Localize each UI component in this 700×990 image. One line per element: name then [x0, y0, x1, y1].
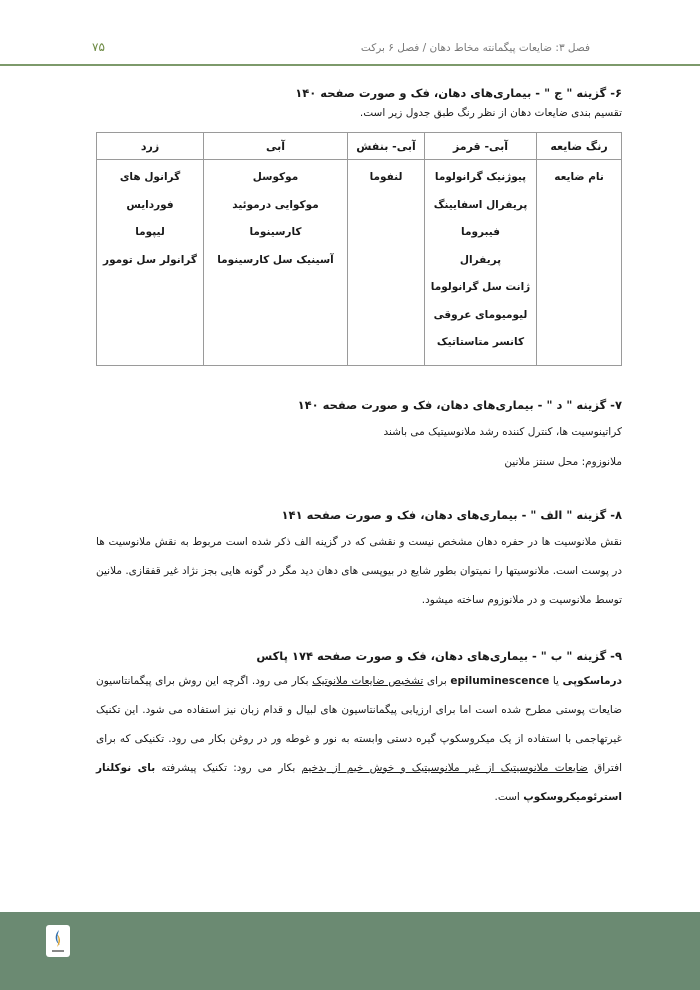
list-item: ژانت سل گرانولوما	[430, 281, 531, 293]
page-footer	[0, 912, 700, 990]
q7-title: ۷- گزینه " د " - بیماری‌های دهان، فک و صورت صفحه ۱۴۰	[297, 397, 622, 412]
col-header-yellow: زرد	[97, 133, 204, 160]
q8-title: ۸- گزینه " الف " - بیماری‌های دهان، فک و صورت صفحه ۱۴۱	[281, 507, 622, 522]
list-item: پریفرال	[459, 253, 502, 266]
list-item: موکوایی درموئید	[232, 198, 319, 211]
list-item: گرانولر سل تومور	[103, 253, 197, 266]
list-item: کارسینوما	[249, 226, 302, 238]
or-word: یا	[552, 674, 559, 687]
q9-text-1: بکار می رود. اگرچه این روش برای پیگمانتاسیون ضایعات پوستی مطرح شده است اما برای ارزیابی پیگمانتاسیون های لبیال و قدام زبان نیز استفاده می شود. این تکنیک غیرتهاجمی با استفاده از یک میکروسکوپ گیره دستی وابسته به نور و غوطه ور در روغن بکار می رود. تکنیکی که برای افتراق	[96, 674, 623, 774]
list-item: لنفوما	[369, 171, 403, 183]
blue-purple-cell	[348, 160, 425, 366]
list-item: لیومیومای عروقی	[433, 308, 528, 321]
epiluminescence-term: epiluminescence	[450, 674, 550, 687]
page-header	[0, 0, 700, 64]
q9-title: ۹- گزینه " ب " - بیماری‌های دهان، فک و صورت صفحه ۱۷۴ پاکس	[256, 648, 622, 663]
list-item: موکوسل	[252, 171, 299, 183]
diagnosis-phrase: تشخیص ضایعات ملانوتیک	[312, 674, 424, 687]
binocular-technique: بای نوکلنار استرئومیکروسکوپ	[96, 761, 622, 803]
lesion-color-table	[96, 132, 622, 366]
running-title: فصل ۳: ضایعات پیگمانته مخاط دهان / فصل ۶ برکت	[360, 42, 590, 54]
q7-line-1: کراتینوسیت ها، کنترل کننده رشد ملانوسیتیک می باشند	[383, 425, 622, 438]
col-header-blue-red: آبی- قرمز	[425, 133, 537, 160]
header-divider	[0, 64, 700, 66]
page-content	[96, 84, 622, 812]
q6-intro: تقسیم بندی ضایعات دهان از نظر رنگ طبق جدول زیر است.	[359, 107, 622, 119]
publisher-logo-icon	[46, 925, 70, 957]
list-item: آسینیک سل کارسینوما	[217, 253, 334, 266]
col-header-blue-purple: آبی- بنفش	[348, 133, 425, 160]
row-label: نام ضایعه	[554, 171, 604, 183]
col-header-blue: آبی	[204, 133, 348, 160]
blue-red-cell	[425, 160, 537, 366]
list-item: پیوژنیک گرانولوما	[434, 171, 527, 183]
differentiation-phrase: ضایعات ملانوسیتیک از غیر ملانوسیتیک و خوش خیم از بدخیم	[301, 761, 588, 774]
list-item: گرانول های فوردایس	[119, 171, 181, 211]
list-item: فیبروما	[461, 226, 500, 238]
table-row	[97, 160, 622, 366]
row-label-cell	[537, 160, 622, 366]
q7-line-2: ملانوزوم: محل سنتز ملانین	[504, 455, 622, 468]
list-item: پریفرال اسفایینگ	[433, 198, 528, 211]
list-item: کانسر متاستاتیک	[436, 336, 525, 348]
page-number: ۷۵	[92, 40, 105, 54]
dermoscopy-term: درماسکوپی	[562, 674, 622, 687]
blue-cell	[204, 160, 348, 366]
list-item: لیپوما	[135, 226, 165, 238]
q9-text-2: بکار می رود: تکنیک پیشرفته	[161, 761, 296, 774]
q9-end: است.	[494, 790, 520, 803]
q8-paragraph: نقش ملانوسیت ها در حفره دهان مشخص نیست و نقشی که در گزینه الف ذکر شده است مربوط به نقش ملانوسیت ها در پوست است. ملانوسیتها را نمیتوان بطور شایع در بیوپسی های دهان دید مگر در گونه هایی بجز نژاد غیر قفقازی. ملانین توسط ملانوسیت و در ملانوزوم ساخته میشود.	[96, 535, 622, 606]
yellow-cell	[97, 160, 204, 366]
q6-title: ۶- گزینه " ج " - بیماری‌های دهان، فک و صورت صفحه ۱۴۰	[295, 86, 622, 100]
for-word: برای	[426, 674, 447, 687]
q9-paragraph	[96, 667, 622, 812]
col-header-lesion-color: رنگ ضایعه	[537, 133, 622, 160]
